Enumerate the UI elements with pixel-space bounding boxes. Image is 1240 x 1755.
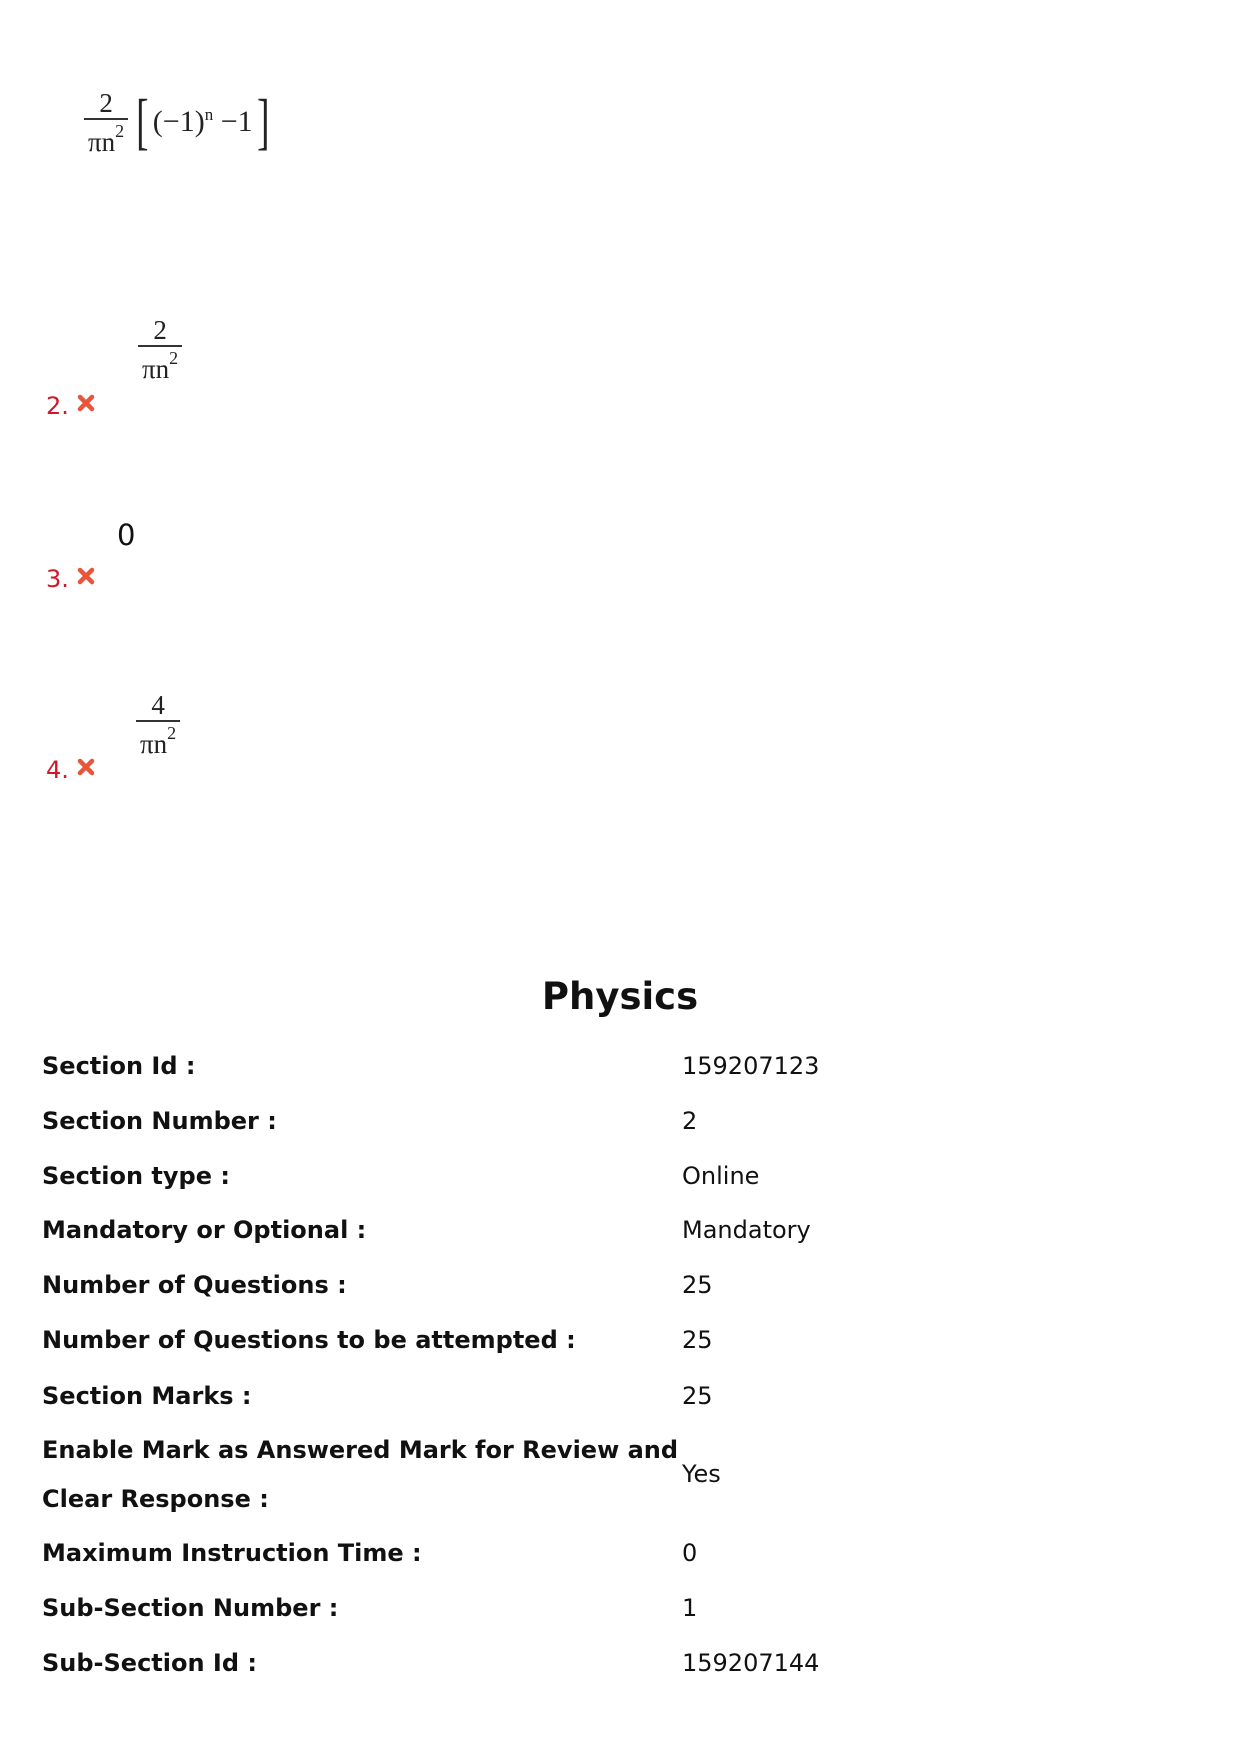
enable-mark-value: Yes [682,1460,721,1488]
sub-section-number-label: Sub-Section Number : [42,1594,339,1622]
section-title: Physics [541,975,699,1018]
section-number-label: Section Number : [42,1107,277,1135]
section-type-value: Online [682,1162,760,1190]
wrong-cross-icon [77,567,95,585]
option-1-formula: $\frac{2}{\pi n^2}$ [ $(-1)^n -1$] [84,88,273,157]
option-3-value: 0 [117,518,136,552]
number-of-questions-label: Number of Questions : [42,1271,347,1299]
questions-to-attempt-label: Number of Questions to be attempted : [42,1326,576,1354]
wrong-cross-icon [77,758,95,776]
enable-mark-label-line1: Enable Mark as Answered Mark for Review and [42,1436,679,1464]
option-4-number: 4. [46,756,69,784]
sub-section-number-value: 1 [682,1594,698,1622]
section-id-label: Section Id : [42,1052,196,1080]
max-instruction-time-value: 0 [682,1539,698,1567]
section-marks-label: Section Marks : [42,1382,252,1410]
number-of-questions-value: 25 [682,1271,713,1299]
option-2-formula: $\frac{2}{\pi n^2}$ [138,315,182,384]
section-marks-value: 25 [682,1382,713,1410]
sub-section-id-value: 159207144 [682,1649,820,1677]
sub-section-id-label: Sub-Section Id : [42,1649,257,1677]
enable-mark-label-line2: Clear Response : [42,1485,269,1513]
option-2-number: 2. [46,392,69,420]
mandatory-value: Mandatory [682,1216,811,1244]
section-id-value: 159207123 [682,1052,820,1080]
section-number-value: 2 [682,1107,698,1135]
questions-to-attempt-value: 25 [682,1326,713,1354]
section-type-label: Section type : [42,1162,230,1190]
fraction: $\frac{2}{\pi n^2}$ [84,88,128,157]
option-3-number: 3. [46,565,69,593]
bracket-expression: $(-1)^n -1$ [152,105,253,139]
mandatory-label: Mandatory or Optional : [42,1216,367,1244]
wrong-cross-icon [77,394,95,412]
max-instruction-time-label: Maximum Instruction Time : [42,1539,422,1567]
option-4-formula: $\frac{4}{\pi n^2}$ [136,690,180,759]
